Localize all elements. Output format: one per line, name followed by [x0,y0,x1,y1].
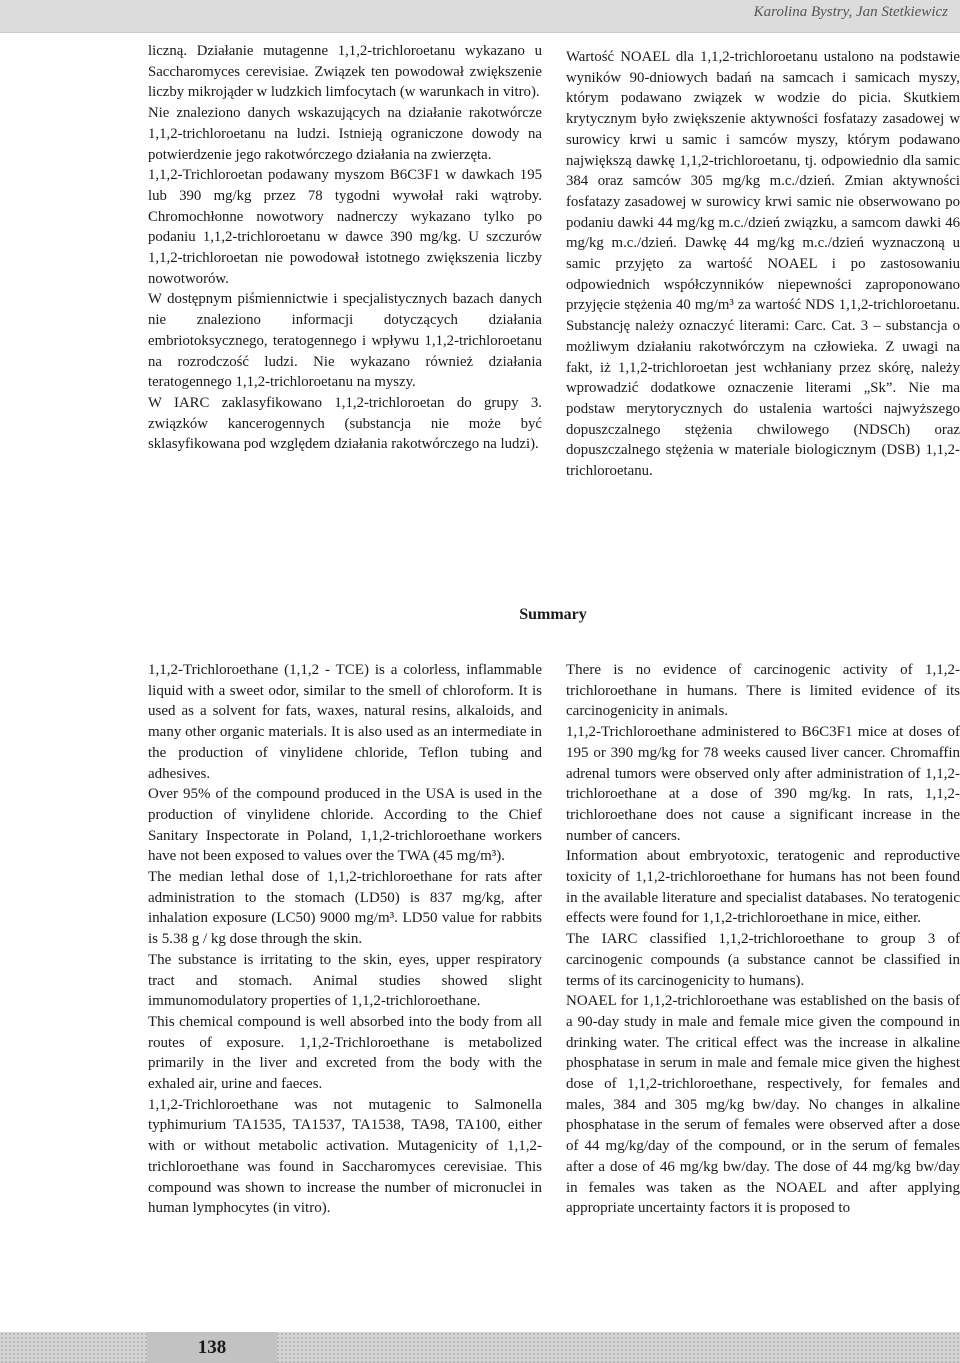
paragraph: 1,1,2-Trichloroethane (1,1,2 - TCE) is a colorless, inflammable liquid with a sweet odor, similar to the smell of chloroform. It is used as a solvent for fats, waxes, natural resins, alkaloids, and many other organic materials. It is also used as an intermediate in the production of vinylidene chloride, Teflon tubing and adhesives. [148,662,542,782]
polish-text-left-column [148,41,542,455]
running-header [0,0,960,33]
paragraph: W IARC zaklasyfikowano 1,1,2-trichloroetan do grupy 3. związków kancerogennych (substancja nie może być sklasyfikowana pod względem działania rakotwórczego na ludzi). [148,394,542,453]
paragraph: The substance is irritating to the skin, eyes, upper respiratory tract and stomach. Animal studies showed slight immunomodulatory properties of 1,1,2-trichloroethane. [148,951,542,1010]
paragraph: This chemical compound is well absorbed into the body from all routes of exposure. 1,1,2-Trichloroethane is metabolized primarily in the liver and excreted from the body with the exhaled air, urine and faeces. [148,1013,542,1093]
page-number-box [147,1332,277,1363]
page-number: 138 [197,1337,227,1358]
header-authors: Karolina Bystry, Jan Stetkiewicz [753,4,948,20]
paragraph: 1,1,2-Trichloroethane was not mutagenic to Salmonella typhimurium TA1535, TA1537, TA1538, TA98, TA100, either with or without metabolic activation. Mutagenicity of 1,1,2-trichloroethane was found in Saccharomyces cerevisiae. This compound was shown to increase the number of micronuclei in human lymphocytes (in vitro). [148,1096,542,1217]
polish-text-right-column [566,47,960,482]
summary-right-column [566,660,960,1219]
paragraph: Information about embryotoxic, teratogenic and reproductive toxicity of 1,1,2-trichloroethane for humans has not been found in the available literature and specialist databases. No teratogenic effects were found for 1,1,2-trichloroethane in mice, either. [566,848,960,927]
footer-band [0,1332,960,1363]
paragraph: W dostępnym piśmiennictwie i specjalistycznych bazach danych nie znaleziono informacji dotyczących działania embriotoksycznego, teratogennego i wpływu 1,1,2-trichloroetanu na rozrodczość ludzi. Nie wykazano również działania teratogennego 1,1,2-trichloroetanu na myszy. [148,291,542,391]
paragraph: Wartość NOAEL dla 1,1,2-trichloroetanu ustalono na podstawie wyników 90-dniowych badań na samcach i samicach myszy, którym podawano związek w wodzie do picia. Skutkiem krytycznym było zwiększenie aktywności fosfatazy zasadowej w surowicy krwi u samic i samców myszy, którym podawano największą dawkę 1,1,2-trichloroetanu, tj. odpowiednio dla samic 384 oraz samców 305 mg/kg m.c./dzień. Zmian aktywności fosfatazy zasadowej w surowicy krwi samic nie obserwowano po podaniu dawki 44 mg/kg m.c./dzień związku, a samcom dawki 46 mg/kg m.c./dzień. Dawkę 44 mg/kg m.c./dzień wyznaczoną u samic przyjęto za wartość NOAEL i po zastosowaniu odpowiednich współczynników niepewności zaproponowano przyjęcie stężenia 40 mg/m³ za wartość NDS 1,1,2-trichloroetanu. Substancję należy oznaczyć literami: Carc. Cat. 3 – substancja o możliwym działaniu rakotwórczym na człowieka. Z uwagi na fakt, iż 1,1,2-trichloroetan jest wchłaniany przez skórę, należy wprowadzić dodatkowe oznaczenie literami „Sk”. Nie ma podstaw merytorycznych do ustalenia wartości najwyższego dopuszczalnego stężenia chwilowego (NDSCh) oraz dopuszczalnego stężenia w materiale biologicznym (DSB) 1,1,2-trichloroetanu. [566,49,960,480]
paragraph: liczną. Działanie mutagenne 1,1,2-trichloroetanu wykazano u Saccharomyces cerevisiae. Związek ten powodował zwiększenie liczby mikrojąder w ludzkich limfocytach (w warunkach in vitro). [148,43,542,101]
summary-heading: Summary [519,606,587,623]
paragraph: 1,1,2-Trichloroetan podawany myszom B6C3F1 w dawkach 195 lub 390 mg/kg przez 78 tygodni wywołał raki wątroby. Chromochłonne nowotwory nadnerczy wykazano tylko po podaniu 1,1,2-trichloroetanu w dawce 390 mg/kg. U szczurów 1,1,2-trichloroetan nie powodował istotnego zwiększenia liczby nowotworów. [148,167,542,287]
paragraph: Over 95% of the compound produced in the USA is used in the production of vinylidene chloride. According to the Chief Sanitary Inspectorate in Poland, 1,1,2-trichloroethane workers have not been exposed to values over the TWA (45 mg/m³). [148,786,542,865]
paragraph: NOAEL for 1,1,2-trichloroethane was established on the basis of a 90-day study in male and female mice given the compound in drinking water. The critical effect was the increase in alkaline phosphatase in serum in male and female mice given the highest dose of 1,1,2-trichloroethane, respectively, for females and males, 384 and 305 mg/kg bw/day. No changes in alkaline phosphatase in the serum of females were observed after a dose of 44 mg/kg/day of the compound, or in the serum of females after a dose of 46 mg/kg bw/day. The dose of 44 mg/kg bw/day in females was taken as the NOAEL and after applying appropriate uncertainty factors it is proposed to [566,993,960,1217]
paragraph: There is no evidence of carcinogenic activity of 1,1,2-trichloroethane in humans. There is limited evidence of its carcinogenicity in animals. [566,662,960,720]
summary-left-column [148,660,542,1219]
paragraph: The IARC classified 1,1,2-trichloroethane to group 3 of carcinogenic compounds (a substance cannot be classified in terms of its carcinogenicity to humans). [566,931,960,989]
paragraph: 1,1,2-Trichloroethane administered to B6C3F1 mice at doses of 195 or 390 mg/kg for 78 weeks caused liver cancer. Chromaffin adrenal tumors were observed only after administration of 1,1,2-trichloroethane at a dose of 390 mg/kg. In rats, 1,1,2-trichloroethane does not cause a significant increase in the number of cancers. [566,724,960,844]
paragraph: Nie znaleziono danych wskazujących na działanie rakotwórcze 1,1,2-trichloroetanu na ludzi. Istnieją ograniczone dowody na potwierdzenie jego rakotwórczego działania na zwierzęta. [148,105,542,163]
paragraph: The median lethal dose of 1,1,2-trichloroethane for rats after administration to the stomach (LD50) is 837 mg/kg, after inhalation exposure (LC50) 9000 mg/m³. LD50 value for rabbits is 5.38 g / kg dose through the skin. [148,869,542,948]
